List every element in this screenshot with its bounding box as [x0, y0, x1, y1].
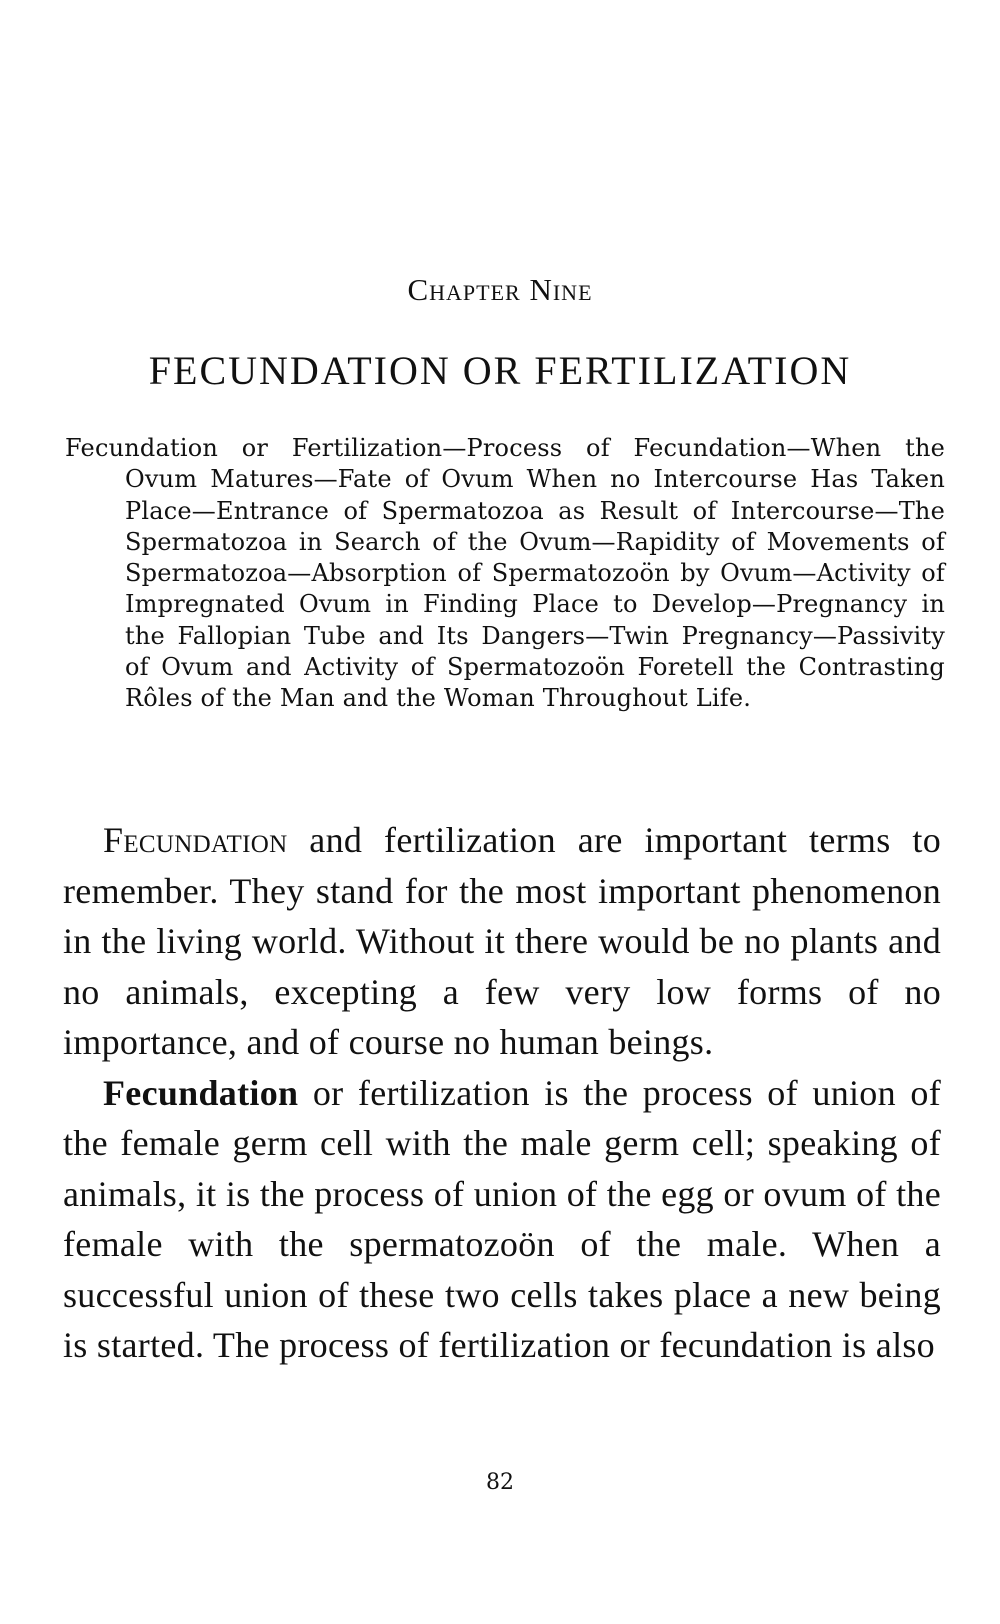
chapter-synopsis: Fecundation or Fertilization—Process of Fecundation—When the Ovum Matures—Fate of Ovum When no Intercourse Has Taken Place—Entrance of Spermatozoa as Result of Intercourse—The Spermatozoa in Search of the Ovum—Rapidity of Movements of Spermatozoa—Absorption of Spermatozoön by Ovum—Activity of Impregnated Ovum in Finding Place to Develop—Pregnancy in the Fallopian Tube and Its Dangers—Twin Pregnancy—Passivity of Ovum and Activity of Spermatozoön Foretell the Contrasting Rôles of the Man and the Woman Throughout Life.	[65, 434, 945, 713]
paragraph-2-lead: Fecundation	[103, 1072, 299, 1113]
chapter-title: FECUNDATION OR FERTILIZATION	[148, 348, 852, 393]
paragraph-1	[63, 815, 941, 1068]
paragraph-2	[63, 1068, 941, 1371]
page-number: 82	[486, 1470, 514, 1495]
paragraph-1-text: and fertilization are important terms to remember. They stand for the most important phenomenon in the living world. Without it there would be no plants and no animals, excepting a few very low forms of no importance, and of course no human beings.	[63, 820, 941, 1062]
chapter-label: Chapter Nine	[407, 272, 593, 307]
body-text	[63, 815, 941, 1371]
paragraph-2-text: or fertilization is the process of union of the female germ cell with the male germ cell; speaking of animals, it is the process of union of the egg or ovum of the female with the spermatozoön of the male. When a successful union of these two cells takes place a new being is started. The process of fertilization or fecundation is also	[63, 1072, 941, 1365]
paragraph-1-lead: Fecundation	[103, 820, 288, 860]
